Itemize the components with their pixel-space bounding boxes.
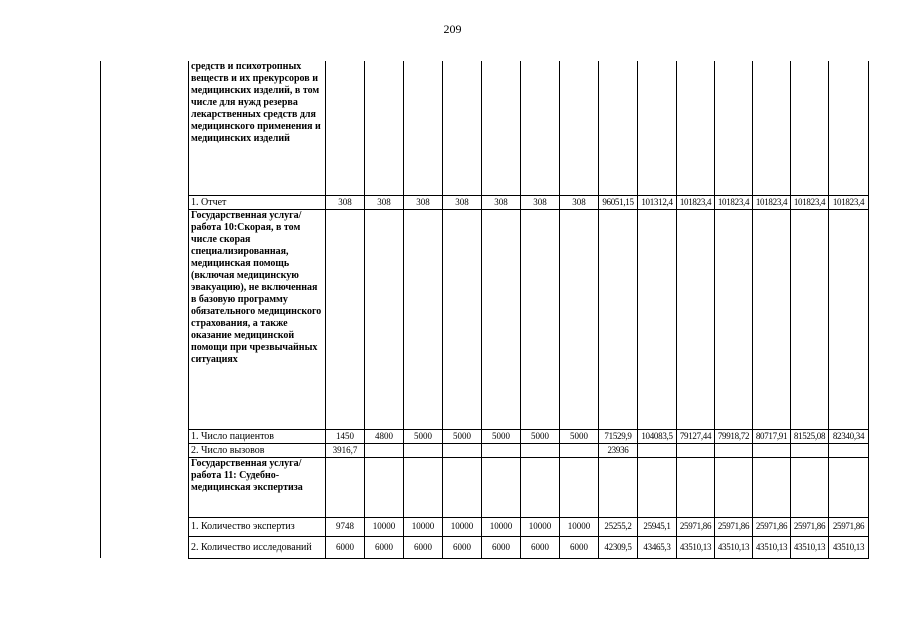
value-cell — [404, 61, 443, 195]
row-label: 1. Количество экспертиз — [189, 517, 326, 536]
value-cell: 25971,86 — [677, 517, 715, 536]
value-cell: 101312,4 — [638, 195, 677, 209]
value-cell — [599, 457, 638, 517]
value-cell: 5000 — [560, 429, 599, 443]
value-cell — [560, 61, 599, 195]
value-cell — [829, 61, 869, 195]
section-header-row — [101, 209, 869, 429]
value-cell: 6000 — [326, 536, 365, 558]
value-cell: 5000 — [404, 429, 443, 443]
value-cell: 6000 — [404, 536, 443, 558]
row-label: 2. Число вызовов — [189, 443, 326, 457]
value-cell — [365, 443, 404, 457]
value-cell — [326, 61, 365, 195]
value-cell — [753, 61, 791, 195]
section-header-row — [101, 61, 869, 195]
value-cell: 10000 — [404, 517, 443, 536]
blank-cell — [101, 457, 189, 517]
table-row — [101, 443, 869, 457]
table-row — [101, 536, 869, 558]
value-cell: 42309,5 — [599, 536, 638, 558]
value-cell — [560, 457, 599, 517]
value-cell: 1450 — [326, 429, 365, 443]
value-cell: 5000 — [521, 429, 560, 443]
value-cell — [753, 209, 791, 429]
value-cell: 80717,91 — [753, 429, 791, 443]
value-cell: 96051,15 — [599, 195, 638, 209]
budget-table — [100, 61, 869, 559]
value-cell — [521, 457, 560, 517]
value-cell: 79918,72 — [715, 429, 753, 443]
value-cell: 6000 — [443, 536, 482, 558]
value-cell: 79127,44 — [677, 429, 715, 443]
value-cell — [677, 443, 715, 457]
value-cell: 25945,1 — [638, 517, 677, 536]
value-cell — [715, 443, 753, 457]
value-cell: 10000 — [482, 517, 521, 536]
blank-cell — [101, 195, 189, 209]
value-cell — [482, 61, 521, 195]
blank-cell — [101, 61, 189, 195]
value-cell: 308 — [326, 195, 365, 209]
row-label: средств и психотропных веществ и их прекурсоров и медицинских изделий, в том числе для нужд резерва лекарственных средств для медицинского применения и медицинских изделий — [189, 61, 326, 195]
table-row — [101, 429, 869, 443]
value-cell — [753, 457, 791, 517]
value-cell: 43465,3 — [638, 536, 677, 558]
blank-cell — [101, 209, 189, 429]
value-cell: 308 — [404, 195, 443, 209]
value-cell — [365, 457, 404, 517]
value-cell — [677, 209, 715, 429]
value-cell: 25971,86 — [791, 517, 829, 536]
value-cell: 81525,08 — [791, 429, 829, 443]
value-cell: 5000 — [443, 429, 482, 443]
value-cell — [326, 457, 365, 517]
value-cell — [791, 61, 829, 195]
row-label: 1. Число пациентов — [189, 429, 326, 443]
value-cell — [677, 61, 715, 195]
value-cell — [829, 443, 869, 457]
value-cell: 25971,86 — [753, 517, 791, 536]
value-cell — [443, 61, 482, 195]
value-cell: 6000 — [521, 536, 560, 558]
value-cell: 308 — [482, 195, 521, 209]
value-cell: 6000 — [482, 536, 521, 558]
value-cell — [365, 61, 404, 195]
table-row — [101, 195, 869, 209]
value-cell: 10000 — [521, 517, 560, 536]
value-cell — [829, 457, 869, 517]
row-label: 1. Отчет — [189, 195, 326, 209]
value-cell — [791, 443, 829, 457]
value-cell — [560, 443, 599, 457]
value-cell — [365, 209, 404, 429]
value-cell: 25971,86 — [829, 517, 869, 536]
value-cell — [715, 457, 753, 517]
row-label: 2. Количество исследований — [189, 536, 326, 558]
value-cell — [521, 443, 560, 457]
value-cell: 43510,13 — [753, 536, 791, 558]
value-cell — [482, 443, 521, 457]
section-header-row — [101, 457, 869, 517]
value-cell: 3916,7 — [326, 443, 365, 457]
blank-cell — [101, 443, 189, 457]
value-cell — [443, 209, 482, 429]
value-cell — [443, 457, 482, 517]
value-cell: 101823,4 — [791, 195, 829, 209]
value-cell — [677, 457, 715, 517]
value-cell — [638, 61, 677, 195]
blank-cell — [101, 536, 189, 558]
value-cell: 25255,2 — [599, 517, 638, 536]
blank-cell — [101, 517, 189, 536]
value-cell: 308 — [521, 195, 560, 209]
value-cell — [404, 457, 443, 517]
value-cell — [715, 209, 753, 429]
value-cell — [829, 209, 869, 429]
value-cell — [791, 457, 829, 517]
value-cell: 101823,4 — [753, 195, 791, 209]
value-cell — [791, 209, 829, 429]
page-number: 209 — [443, 22, 462, 36]
row-label: Государственная услуга/работа 10:Скорая, в том числе скорая специализированная, медицинская помощь (включая медицинскую эвакуацию), не включенная в базовую программу обязательного медицинского страхования, а также оказание медицинской помощи при чрезвычайных ситуациях — [189, 209, 326, 429]
value-cell: 43510,13 — [791, 536, 829, 558]
value-cell — [521, 61, 560, 195]
value-cell — [599, 61, 638, 195]
value-cell: 101823,4 — [715, 195, 753, 209]
value-cell: 71529,9 — [599, 429, 638, 443]
value-cell: 43510,13 — [829, 536, 869, 558]
value-cell: 10000 — [560, 517, 599, 536]
value-cell: 6000 — [560, 536, 599, 558]
value-cell — [482, 209, 521, 429]
value-cell: 10000 — [443, 517, 482, 536]
blank-cell — [101, 429, 189, 443]
value-cell: 6000 — [365, 536, 404, 558]
value-cell — [560, 209, 599, 429]
value-cell: 5000 — [482, 429, 521, 443]
value-cell: 101823,4 — [677, 195, 715, 209]
value-cell: 308 — [365, 195, 404, 209]
value-cell — [326, 209, 365, 429]
value-cell: 43510,13 — [677, 536, 715, 558]
value-cell: 101823,4 — [829, 195, 869, 209]
value-cell — [599, 209, 638, 429]
value-cell: 9748 — [326, 517, 365, 536]
value-cell: 308 — [443, 195, 482, 209]
value-cell — [638, 209, 677, 429]
row-label: Государственная услуга/работа 11: Судебно-медицинская экспертиза — [189, 457, 326, 517]
table-row — [101, 517, 869, 536]
value-cell: 10000 — [365, 517, 404, 536]
value-cell: 82340,34 — [829, 429, 869, 443]
value-cell: 308 — [560, 195, 599, 209]
value-cell — [521, 209, 560, 429]
value-cell: 23936 — [599, 443, 638, 457]
value-cell: 25971,86 — [715, 517, 753, 536]
value-cell — [443, 443, 482, 457]
value-cell: 43510,13 — [715, 536, 753, 558]
value-cell — [404, 443, 443, 457]
value-cell — [638, 443, 677, 457]
value-cell — [638, 457, 677, 517]
value-cell: 4800 — [365, 429, 404, 443]
value-cell — [715, 61, 753, 195]
value-cell — [404, 209, 443, 429]
value-cell — [753, 443, 791, 457]
value-cell — [482, 457, 521, 517]
value-cell: 104083,5 — [638, 429, 677, 443]
